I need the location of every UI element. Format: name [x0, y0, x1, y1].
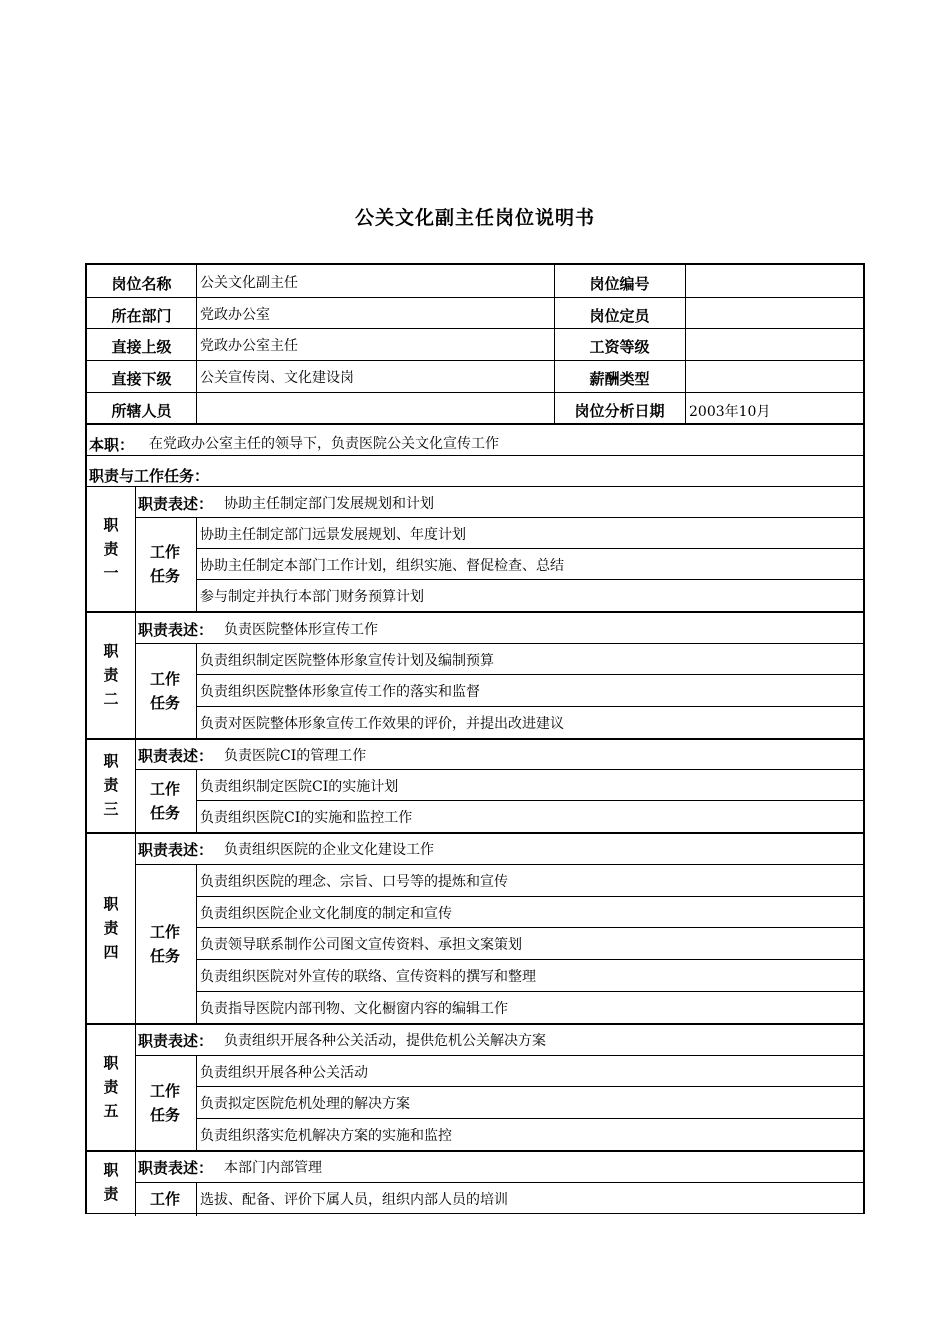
task-row-line — [196, 1118, 865, 1119]
duty-bottom-line — [87, 1150, 865, 1152]
task-row-line — [196, 896, 865, 897]
header-row-line — [87, 360, 865, 361]
task-item: 参与制定并执行本部门财务预算计划 — [200, 589, 424, 605]
task-item: 负责拟定医院危机处理的解决方案 — [200, 1096, 410, 1112]
header-label: 岗位分析日期 — [574, 402, 665, 420]
task-row-line — [196, 1086, 865, 1087]
duty-name: 职 责 — [103, 1161, 119, 1203]
statement-label: 职责表述： — [138, 495, 214, 513]
task-col-line — [196, 864, 197, 1023]
duty-name: 职 责 一 — [103, 515, 119, 582]
task-row-line — [196, 959, 865, 960]
task-row-line — [196, 800, 865, 801]
tasks-label: 工作 任务 — [149, 922, 180, 965]
header-col-line — [685, 265, 686, 423]
task-item: 负责组织开展各种公关活动 — [200, 1065, 368, 1081]
duty-statement: 负责医院CI的管理工作 — [224, 748, 367, 764]
page-title: 公关文化副主任岗位说明书 — [354, 207, 595, 229]
statement-label: 职责表述： — [138, 841, 214, 859]
duty-name: 职 责 三 — [103, 752, 119, 818]
summary-bottom-line — [87, 455, 865, 456]
task-row-line — [196, 579, 865, 580]
statement-label: 职责表述： — [138, 747, 214, 765]
task-item: 负责组织医院整体形象宣传工作的落实和监督 — [200, 684, 480, 700]
section-bottom-line — [87, 486, 865, 487]
header-label: 直接上级 — [111, 338, 172, 356]
task-item: 负责组织医院CI的实施和监控工作 — [200, 810, 413, 826]
duty-bottom-line — [87, 611, 865, 613]
duty-bottom-line — [87, 832, 865, 834]
statement-label: 职责表述： — [138, 1159, 214, 1177]
task-item: 负责组织制定医院整体形象宣传计划及编制预算 — [200, 653, 494, 669]
header-value: 党政办公室 — [200, 307, 270, 323]
header-value: 公关文化副主任 — [200, 275, 298, 291]
header-row-line — [87, 392, 865, 393]
task-item: 负责组织落实危机解决方案的实施和监控 — [200, 1128, 452, 1144]
summary-label: 本职： — [89, 436, 135, 454]
header-value: 公关宣传岗、文化建设岗 — [200, 370, 354, 386]
task-item: 负责组织医院的理念、宗旨、口号等的提炼和宣传 — [200, 874, 508, 890]
header-label: 工资等级 — [589, 338, 650, 356]
section-title: 职责与工作任务： — [89, 467, 210, 485]
tasks-label: 工作 任务 — [149, 543, 180, 585]
tasks-label: 工作 任务 — [149, 1081, 180, 1124]
header-label: 岗位定员 — [589, 307, 650, 325]
statement-line — [135, 1055, 865, 1056]
task-item: 负责领导联系制作公司图文宣传资料、承担文案策划 — [200, 937, 522, 953]
duty-statement: 协助主任制定部门发展规划和计划 — [224, 496, 434, 512]
statement-label: 职责表述： — [138, 621, 214, 639]
task-item: 选拔、配备、评价下属人员，组织内部人员的培训 — [200, 1192, 508, 1208]
summary-text: 在党政办公室主任的领导下，负责医院公关文化宣传工作 — [149, 436, 499, 452]
header-value: 2003年10月 — [689, 404, 771, 420]
task-item: 负责组织医院企业文化制度的制定和宣传 — [200, 906, 452, 922]
header-label: 岗位编号 — [589, 275, 650, 293]
duty-name: 职 责 二 — [103, 642, 119, 708]
statement-line — [135, 1182, 865, 1183]
header-label: 直接下级 — [111, 370, 172, 388]
statement-label: 职责表述： — [138, 1032, 214, 1050]
statement-line — [135, 517, 865, 518]
task-col-line — [196, 643, 197, 738]
task-col-line — [196, 517, 197, 611]
tasks-label: 工作 — [149, 1190, 180, 1208]
statement-line — [135, 643, 865, 644]
duty-statement: 负责组织开展各种公关活动，提供危机公关解决方案 — [224, 1033, 546, 1049]
header-bottom-line — [87, 423, 865, 425]
header-row-line — [87, 328, 865, 329]
statement-line — [135, 769, 865, 770]
task-row-line — [196, 927, 865, 928]
header-row-line — [87, 297, 865, 298]
duty-statement: 负责医院整体形宣传工作 — [224, 622, 378, 638]
duty-name: 职 责 五 — [103, 1053, 119, 1120]
duty-bottom-line — [87, 738, 865, 740]
statement-line — [135, 864, 865, 865]
task-col-line — [196, 1182, 197, 1216]
task-col-line — [196, 1055, 197, 1150]
duty-bottom-line — [87, 1023, 865, 1025]
tasks-label: 工作 任务 — [149, 779, 180, 822]
header-label: 岗位名称 — [111, 275, 172, 293]
task-item: 协助主任制定本部门工作计划，组织实施、督促检查、总结 — [200, 558, 564, 574]
task-item: 负责指导医院内部刊物、文化橱窗内容的编辑工作 — [200, 1001, 508, 1017]
header-label: 所辖人员 — [111, 402, 172, 420]
task-row-line — [196, 991, 865, 992]
duty-statement: 本部门内部管理 — [224, 1160, 322, 1176]
header-col-line — [196, 265, 197, 423]
task-item: 负责组织制定医院CI的实施计划 — [200, 779, 399, 795]
header-label: 所在部门 — [111, 307, 172, 325]
duty-name: 职 责 四 — [103, 894, 119, 961]
header-value: 党政办公室主任 — [200, 338, 298, 354]
task-item: 协助主任制定部门远景发展规划、年度计划 — [200, 527, 466, 543]
duty-statement: 负责组织医院的企业文化建设工作 — [224, 842, 434, 858]
task-item: 负责组织医院对外宣传的联络、宣传资料的撰写和整理 — [200, 969, 536, 985]
task-item: 负责对医院整体形象宣传工作效果的评价，并提出改进建议 — [200, 716, 564, 732]
job-description-table — [85, 263, 865, 1214]
task-row-line — [196, 548, 865, 549]
task-row-line — [196, 706, 865, 707]
task-row-line — [196, 674, 865, 675]
header-label: 薪酬类型 — [589, 370, 650, 388]
tasks-label: 工作 任务 — [149, 669, 180, 712]
